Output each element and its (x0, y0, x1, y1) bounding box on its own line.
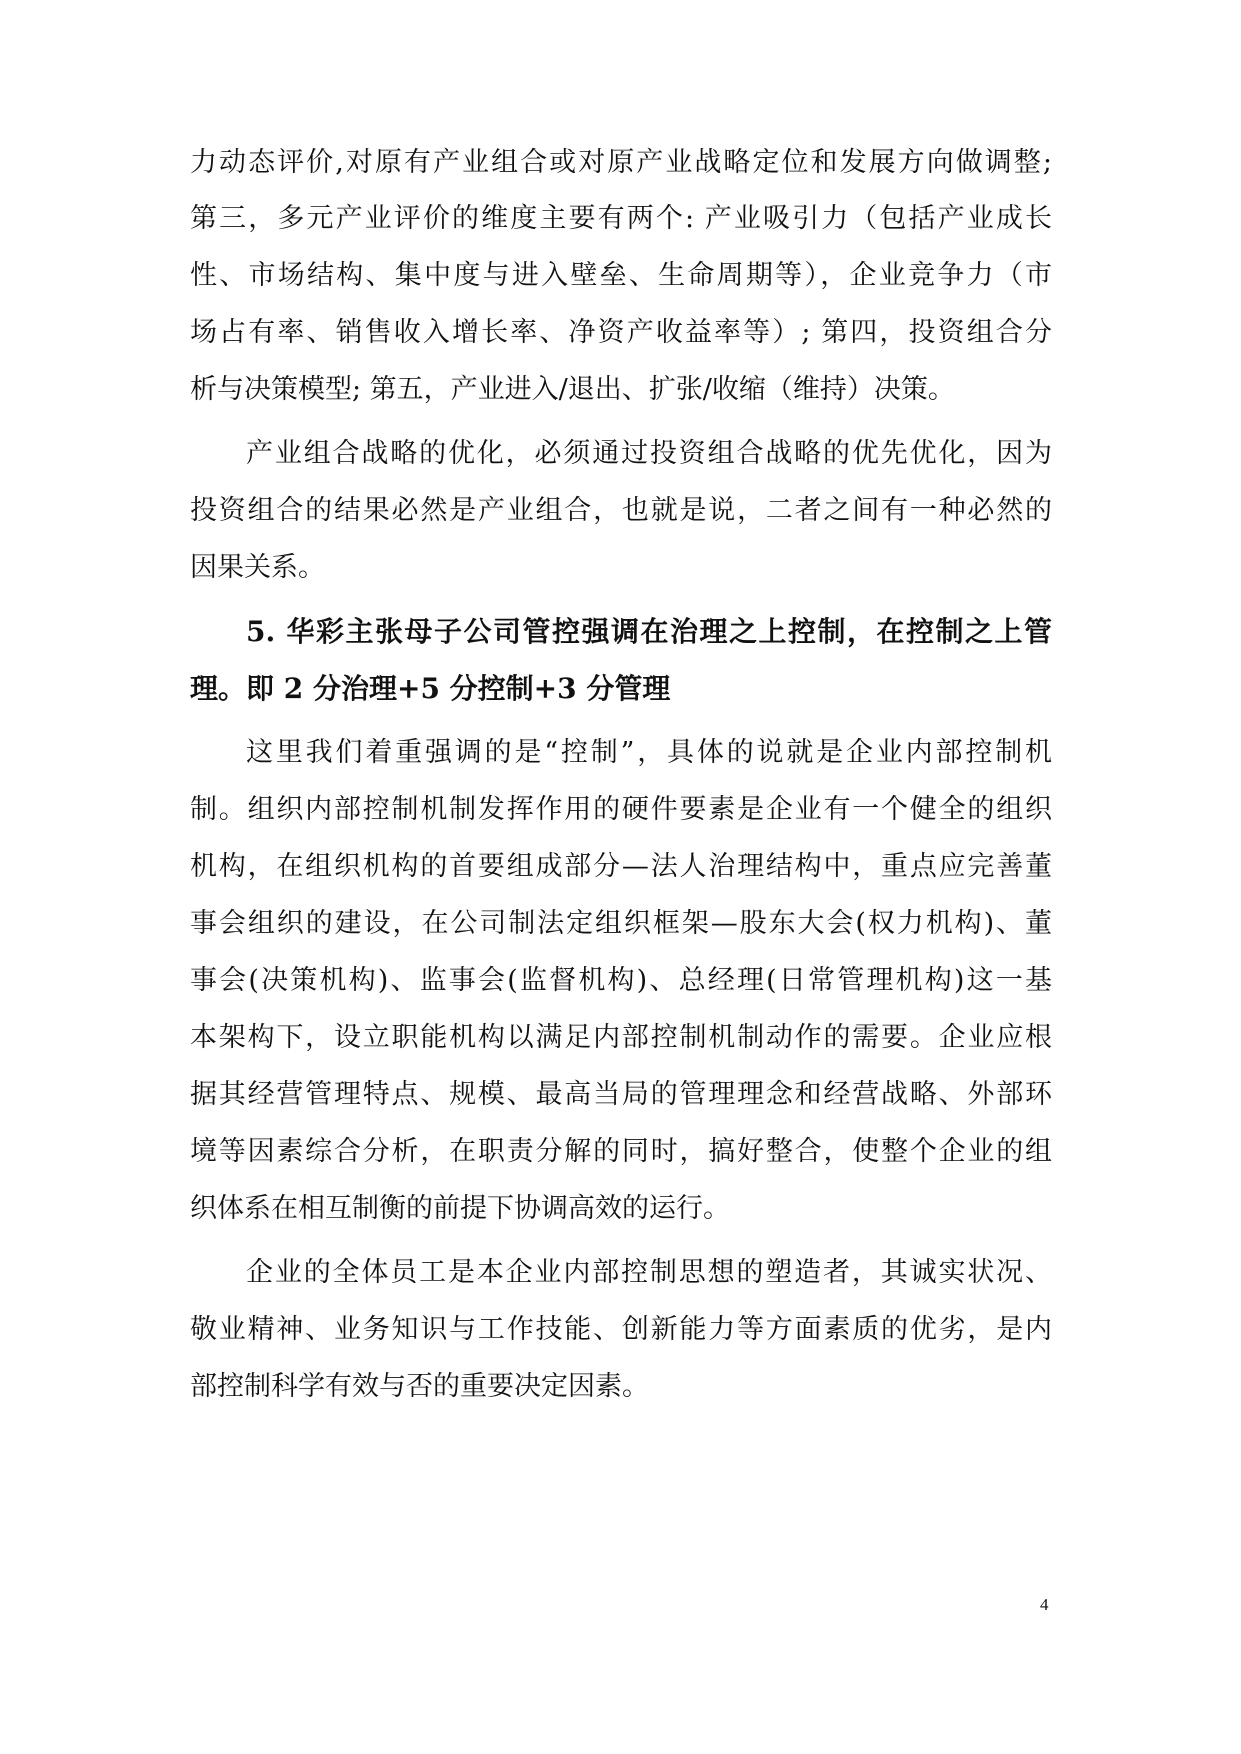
body-text-line: 本架构下，设立职能机构以满足内部控制机制动作的需要。企业应根 (190, 1022, 1052, 1053)
body-text-line: 织体系在相互制衡的前提下协调高效的运行。 (190, 1193, 730, 1224)
body-text-line: 据其经营管理特点、规模、最高当局的管理理念和经营战略、外部环 (190, 1079, 1052, 1110)
body-text-line: 产业组合战略的优化，必须通过投资组合战略的优先优化，因为 (246, 438, 1052, 469)
page-number: 4 (1040, 1595, 1049, 1614)
body-text-line: 第三，多元产业评价的维度主要有两个: 产业吸引力（包括产业成长 (190, 203, 1052, 234)
body-text-line: 因果关系。 (190, 552, 325, 583)
body-text-line: 力动态评价,对原有产业组合或对原产业战略定位和发展方向做调整; (190, 147, 1052, 178)
body-text-line: 机构，在组织机构的首要组成部分—法人治理结构中，重点应完善董 (190, 851, 1052, 882)
body-text-line: 境等因素综合分析，在职责分解的同时，搞好整合，使整个企业的组 (190, 1136, 1052, 1167)
body-text-line: 部控制科学有效与否的重要决定因素。 (190, 1371, 649, 1402)
section-heading-line: 理。即 2 分治理+5 分控制+3 分管理 (190, 672, 671, 705)
body-text-line: 这里我们着重强调的是“控制”，具体的说就是企业内部控制机 (246, 737, 1052, 768)
body-text-line: 性、市场结构、集中度与进入壁垒、生命周期等），企业竞争力（市 (190, 260, 1052, 291)
body-text-line: 事会组织的建设，在公司制法定组织框架—股东大会(权力机构)、董 (190, 908, 1052, 939)
body-text-line: 场占有率、销售收入增长率、净资产收益率等）; 第四，投资组合分 (190, 317, 1052, 348)
body-text-line: 企业的全体员工是本企业内部控制思想的塑造者，其诚实状况、 (246, 1257, 1052, 1288)
section-heading-line: 5. 华彩主张母子公司管控强调在治理之上控制，在控制之上管 (246, 615, 1052, 648)
body-text-line: 敬业精神、业务知识与工作技能、创新能力等方面素质的优劣，是内 (190, 1314, 1052, 1345)
body-text-line: 析与决策模型; 第五，产业进入/退出、扩张/收缩（维持）决策。 (190, 374, 955, 405)
body-text-line: 投资组合的结果必然是产业组合，也就是说，二者之间有一种必然的 (190, 495, 1052, 526)
body-text-line: 事会(决策机构)、监事会(监督机构)、总经理(日常管理机构)这一基 (190, 965, 1052, 996)
body-text-line: 制。组织内部控制机制发挥作用的硬件要素是企业有一个健全的组织 (190, 794, 1052, 825)
